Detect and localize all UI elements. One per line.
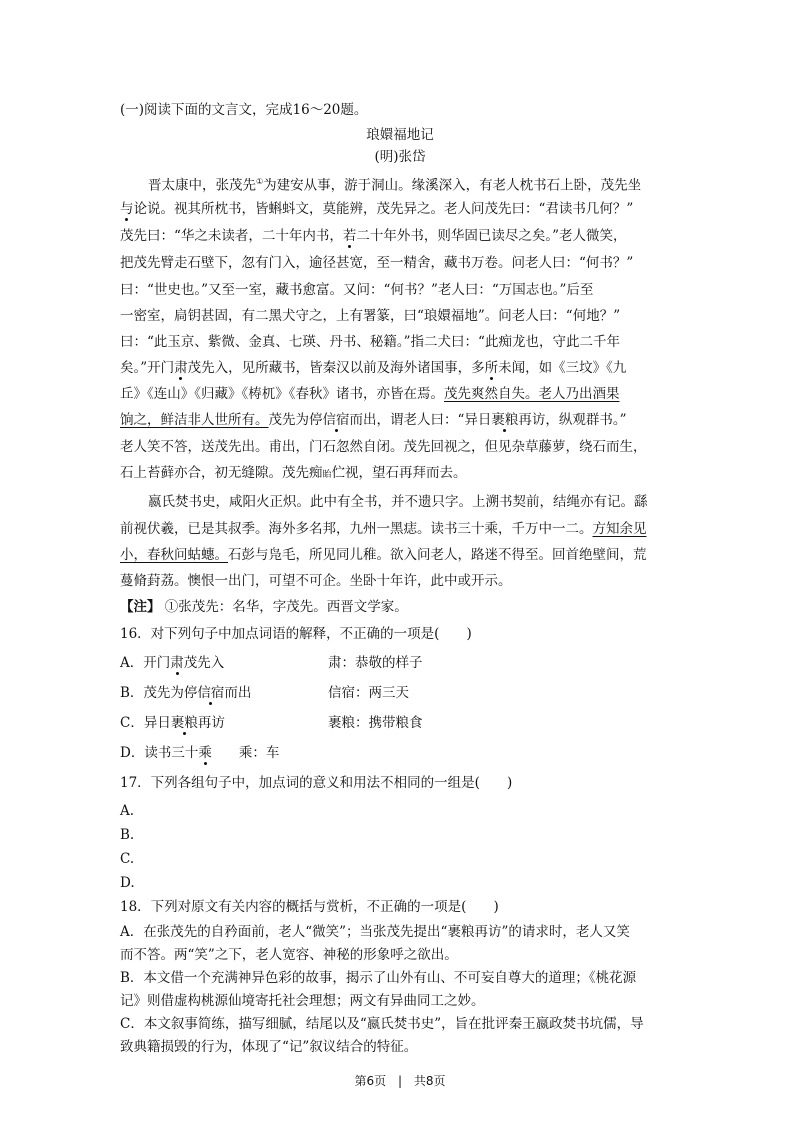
q16-option-c-answer: 裹粮：携带粮食 [328, 715, 423, 731]
q17-option-c: C. [120, 851, 135, 867]
passage-line: 一密室，扃钥甚固，有二黑犬守之，上有署篆，曰“琅嬛福地”。问老人曰：“何地？” [120, 308, 621, 324]
dotted-word: 信宿 [322, 412, 350, 428]
passage-line: 晋太康中，张茂先①为建安从事，游于洞山。缘溪深入，有老人枕书石上卧，茂先坐 [148, 177, 642, 194]
passage-line: 与论说。视其所枕书，皆蝌蚪文，莫能辨，茂先异之。老人问茂先曰：“君读书几何？” [120, 201, 634, 217]
q18-option-b-cont: 记》则借虚构桃源仙境寄托社会理想；两文有异曲同工之妙。 [120, 993, 485, 1009]
dotted-word: 乘 [198, 745, 212, 761]
dotted-word: 信宿 [197, 685, 225, 701]
passage-line: 石上苔藓亦合，初无缝隙。茂先痴眙伫视，望石再拜而去。 [120, 465, 467, 481]
passage-line: 曰：“此玉京、紫微、金真、七瑛、丹书、秘籍。”指二犬曰：“此痴龙也，守此二千年 [120, 334, 620, 350]
passage-line: 嬴氏焚书史，咸阳火正炽。此中有全书，并不遗只字。上溯书契前，结绳亦有记。繇 [148, 494, 648, 510]
q16-option-d: D．读书三十乘 乘：车 [120, 745, 280, 761]
page-footer [0, 1072, 800, 1089]
passage-title: 琅嬛福地记 [366, 127, 434, 143]
q16-option-d-answer: 乘：车 [238, 745, 280, 761]
q17-option-a: A. [120, 803, 135, 819]
footnote-label: 【注】 [120, 599, 161, 615]
footnote-marker: ① [256, 177, 264, 186]
dotted-word: 所 [484, 360, 499, 376]
dotted-word: 肃 [174, 360, 188, 376]
q18-option-a: A．在张茂先的自矜面前，老人“微笑”；当张茂先提出“裹粮再访”的请求时，老人又笑 [120, 924, 630, 940]
underlined-sentence: 饷之，鲜洁非人世所有。 [120, 412, 269, 428]
passage-line: 茂先曰：“华之未读者，二十年内书，若二十年外书，则华固已读尽之矣。”老人微笑， [120, 228, 627, 244]
q16-option-b-answer: 信宿：两三天 [328, 685, 409, 701]
underlined-sentence: 茂先爽然自失。老人乃出酒果 [444, 386, 620, 402]
q17-option-b: B. [120, 827, 135, 843]
passage-line: 前视伏羲，已是其叔季。海外多名邦，九州一黑痣。读书三十乘，千万中一二。方知余见 [120, 521, 647, 537]
footnote: 【注】 ①张茂先：名华，字茂先。西晋文学家。 [120, 599, 408, 615]
passage-line: 小，春秋问蛄蟪。石彭与凫毛，所见同儿稚。欲入问老人，路迷不得至。回首绝壁间，荒 [120, 547, 647, 563]
passage-line: 曰：“世史也。”又至一室，藏书愈富。又问：“何书？”老人曰：“万国志也。”后至 [120, 282, 594, 298]
q18-option-c-cont: 致典籍损毁的行为，体现了“记”叙议结合的特征。 [120, 1039, 418, 1055]
dotted-word: 裹粮 [170, 715, 198, 731]
passage-line: 蔓脩葑荔。懊恨一出门，可望不可企。坐卧十年许，此中或开示。 [120, 573, 512, 589]
dotted-word: 肃 [170, 655, 184, 671]
q18-option-b: B．本文借一个充满神异色彩的故事，揭示了山外有山、不可妄自尊大的道理；《桃花源 [120, 970, 637, 986]
passage-line: 丘》《连山》《归藏》《梼杌》《春秋》诸书，亦皆在焉。茂先爽然自失。老人乃出酒果 [120, 386, 620, 402]
passage-author: (明)张岱 [374, 149, 426, 165]
q16-option-a-answer: 肃：恭敬的样子 [328, 655, 423, 671]
passage-line: 矣。”开门肃茂先入，见所藏书，皆秦汉以前及海外诸国事，多所未闻，如《三坟》《九 [120, 360, 627, 376]
page-total: 共8页 [413, 1074, 446, 1088]
passage-line: 老人笑不答，送茂先出。甫出，门石忽然自闭。茂先回视之，但见杂草藤萝，绕石而生， [120, 439, 647, 455]
q16-option-b: B．茂先为停信宿而出 [120, 685, 252, 701]
question-17-stem: 17．下列各组句子中，加点词的意义和用法不相同的一组是( ) [120, 775, 513, 791]
underlined-sentence: 方知余见 [592, 521, 647, 537]
q18-option-a-cont: 而不答。两“笑”之下，老人宽容、神秘的形象呼之欲出。 [120, 947, 458, 963]
footer-separator: | [397, 1074, 403, 1088]
passage-line: 饷之，鲜洁非人世所有。茂先为停信宿而出，谓老人曰：“异日裹粮再访，纵观群书。” [120, 412, 627, 428]
dotted-word: 与 [120, 201, 134, 217]
q16-option-a: A．开门肃茂先入 [120, 655, 225, 671]
dotted-word: 裹粮 [491, 412, 519, 428]
page-number: 第6页 [354, 1074, 387, 1088]
q18-option-c: C．本文叙事简练，描写细腻，结尾以及“嬴氏焚书史”，旨在批评秦王嬴政焚书坑儒，导 [120, 1016, 644, 1032]
question-16-stem: 16．对下列句子中加点词语的解释，不正确的一项是( ) [120, 626, 472, 642]
dotted-word: 若 [342, 228, 357, 244]
question-18-stem: 18．下列对原文有关内容的概括与赏析，不正确的一项是( ) [120, 899, 499, 915]
passage-line: 把茂先臂走石壁下，忽有门入，逾径甚宽，至一精舍，藏书万卷。问老人曰：“何书？” [120, 255, 634, 271]
underlined-sentence: 小，春秋问蛄蟪。 [120, 547, 228, 563]
q16-option-c: C．异日裹粮再访 [120, 715, 225, 731]
section-intro: (一)阅读下面的文言文，完成16～20题。 [120, 102, 368, 118]
q17-option-d: D. [120, 875, 135, 891]
